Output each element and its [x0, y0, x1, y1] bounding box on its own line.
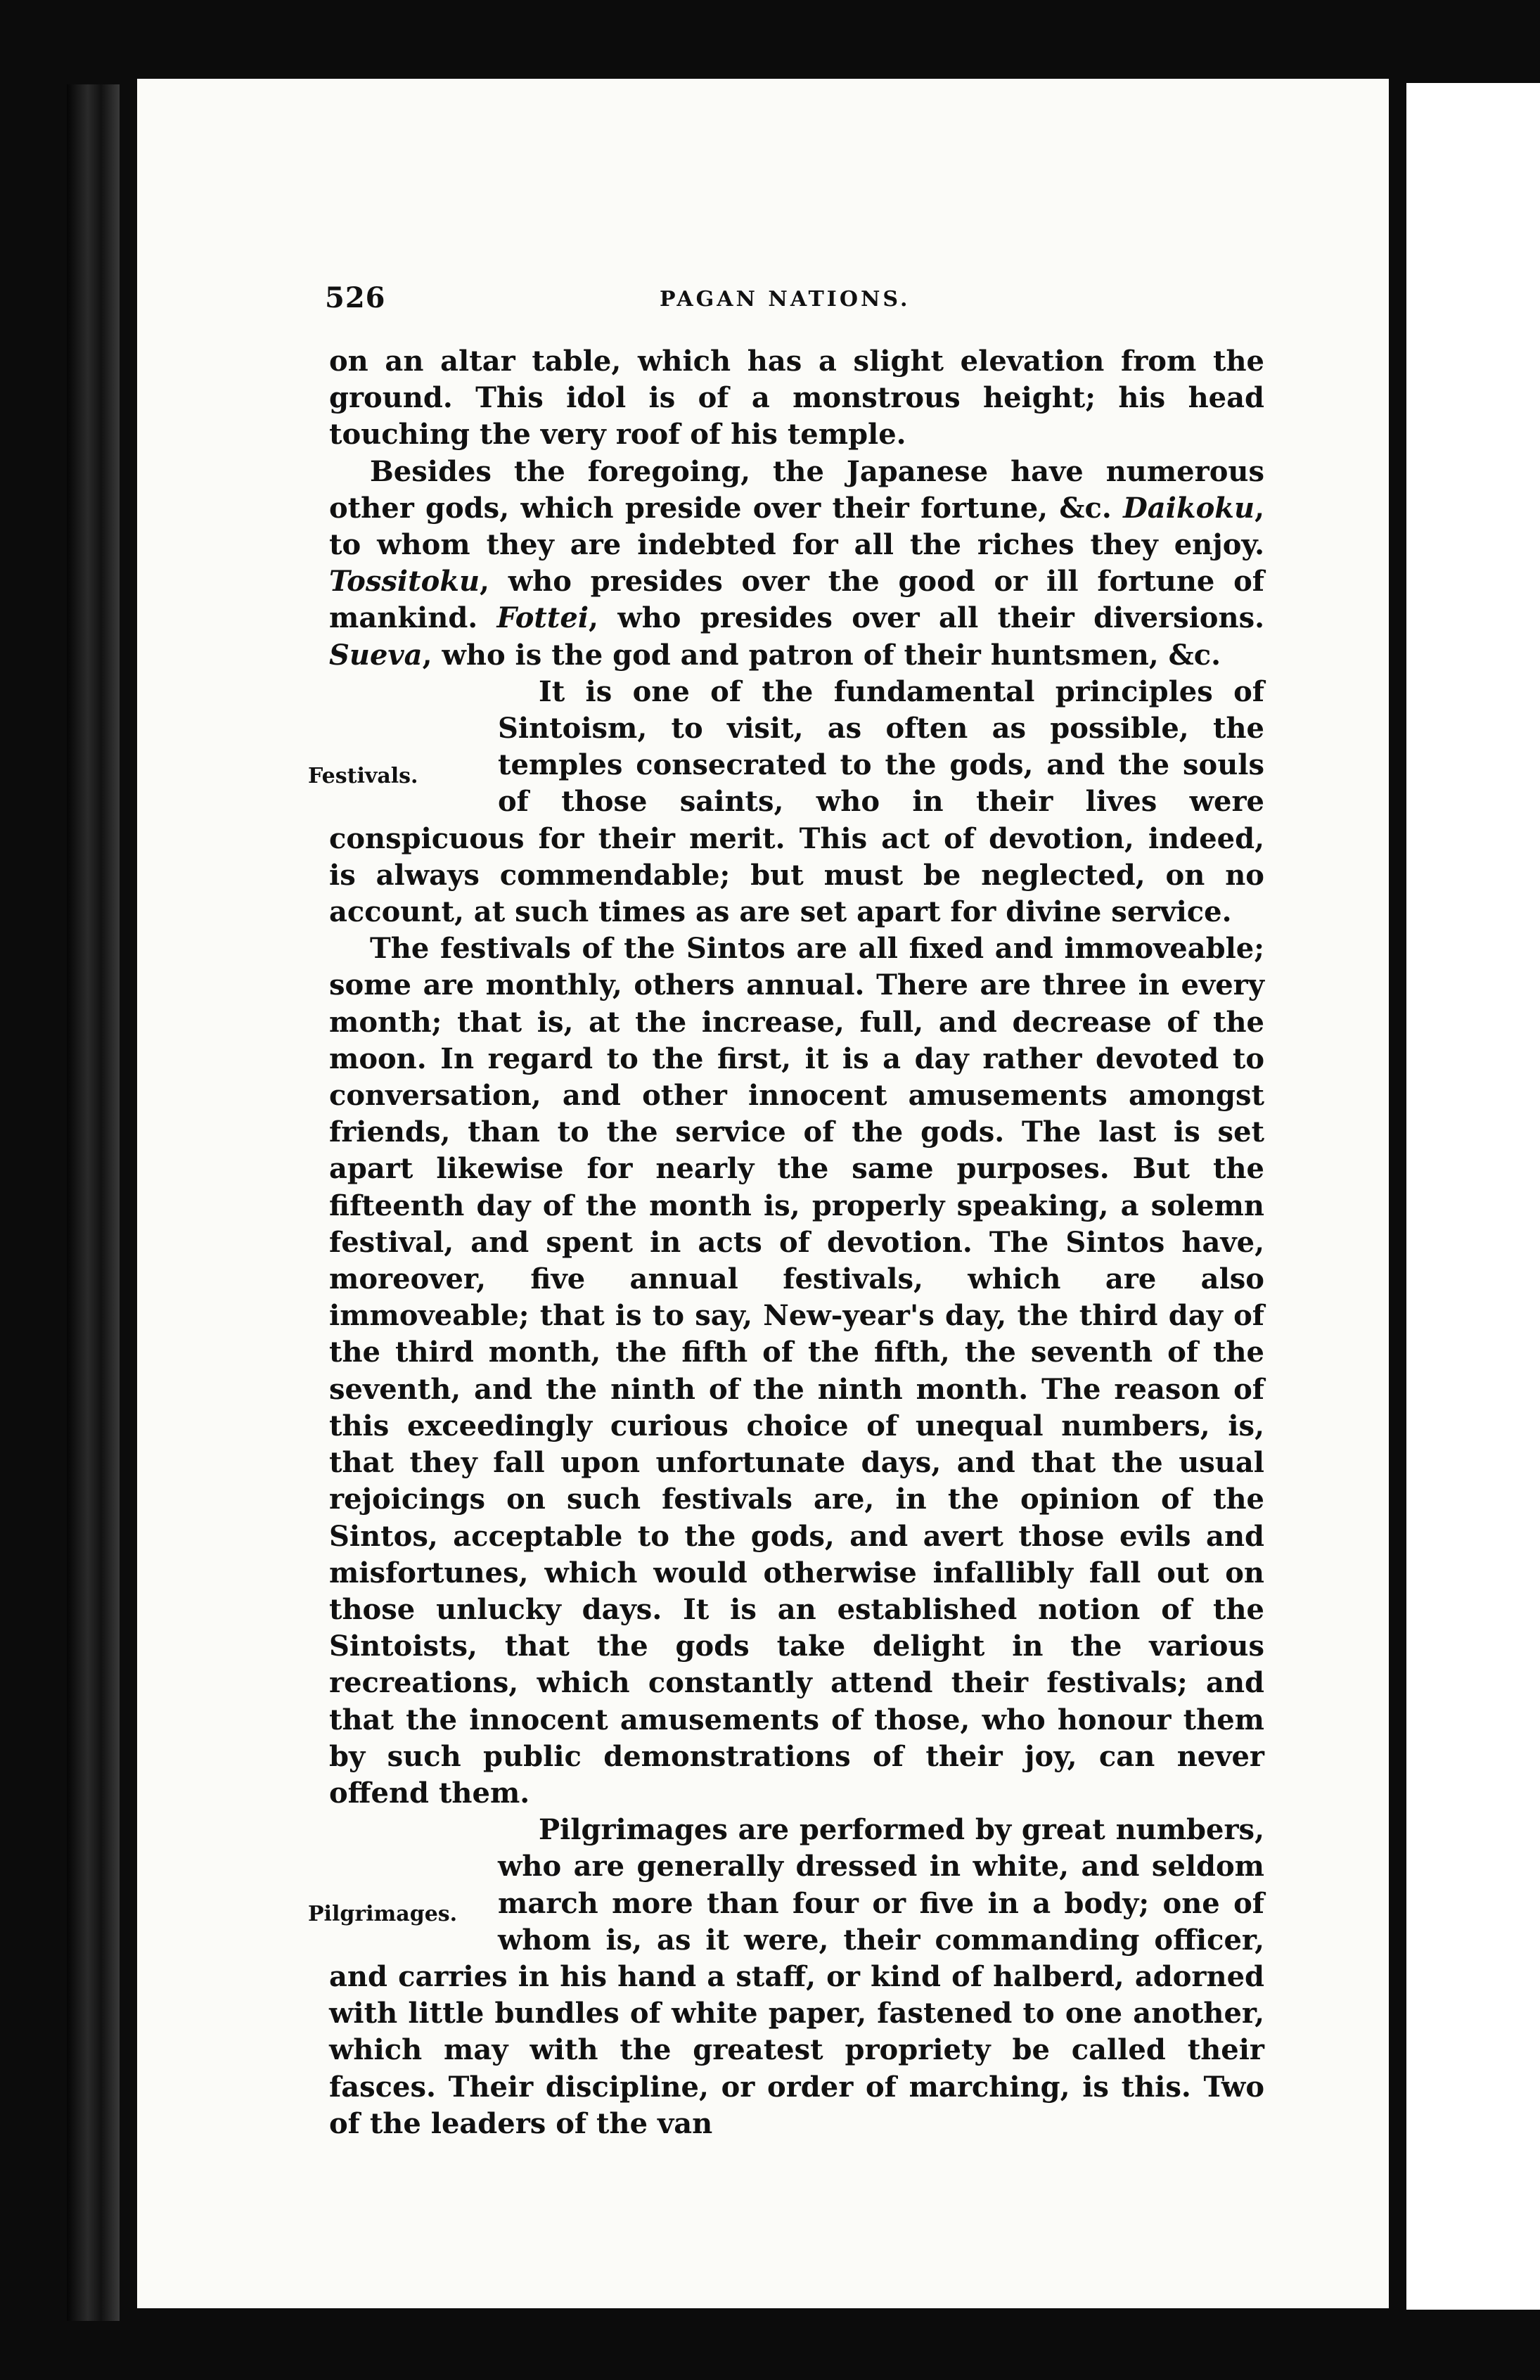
- paragraph-2: [329, 454, 1264, 674]
- paragraph-2-text: , who is the god and patron of their huntsmen, &c.: [422, 638, 1221, 672]
- running-title: PAGAN NATIONS.: [660, 287, 911, 312]
- god-name-daikoku: Daikoku: [1123, 491, 1255, 525]
- paragraph-2-text: , who presides over all their diversions.: [589, 601, 1265, 635]
- book-binding-edge: [67, 84, 120, 2321]
- god-name-tossitoku: Tossitoku: [329, 565, 480, 599]
- page-text-block: [308, 281, 1265, 2142]
- page-gutter: [1389, 79, 1406, 2312]
- sidenote-festivals: Festivals.: [308, 763, 418, 788]
- paragraph-2-text: , who presides over the good or ill fortune of mankind.: [329, 565, 1264, 635]
- page-header: [325, 281, 1264, 324]
- paragraph-1: on an altar table, which has a slight elevation from the ground. This idol is of a monstrous height; his head touching the very roof of his temple.: [329, 345, 1264, 452]
- god-name-fottei: Fottei: [496, 601, 589, 635]
- paragraph-3: [308, 674, 1264, 930]
- sidenote-pilgrimages: Pilgrimages.: [308, 1902, 458, 1927]
- paragraph-2-text: Besides the foregoing, the Japanese have numerous other gods, which preside over their fortune, &c.: [329, 454, 1264, 525]
- paragraph-3-text: It is one of the fundamental principles of Sintoism, to visit, as often as possible, the temples consecrated to the gods, and the souls of those saints, who in their lives were conspicuous for their merit. This act of devotion, indeed, is always commendable; but must be neglected, on no account, at such times as are set apart for divine service.: [329, 674, 1264, 929]
- page-body: [308, 343, 1265, 2142]
- page-number: 526: [325, 281, 386, 314]
- paragraph-5: [308, 1812, 1264, 2142]
- paragraph-2-text: , to whom they are indebted for all the riches they enjoy.: [329, 491, 1264, 562]
- paragraph-4: The festivals of the Sintos are all fixed and immoveable; some are monthly, others annual. There are three in every month; that is, at the increase, full, and decrease of the moon. In regard to the first, it is a day rather devoted to conversation, and other innocent amusements amongst friends, than to the service of the gods. The last is set apart likewise for nearly the same purposes. But the fifteenth day of the month is, properly speaking, a solemn festival, and spent in acts of devotion. The Sintos have, moreover, five annual festivals, which are also immoveable; that is to say, New-year's day, the third day of the third month, the fifth of the fifth, the seventh of the seventh, and the ninth of the ninth month. The reason of this exceedingly curious choice of unequal numbers, is, that they fall upon unfortunate days, and that the usual rejoicings on such festivals are, in the opinion of the Sintos, acceptable to the gods, and avert those evils and misfortunes, which would otherwise infallibly fall out on those unlucky days. It is an established notion of the Sintoists, that the gods take delight in the various recreations, which constantly attend their festivals; and that the innocent amusements of those, who honour them by such public demonstrations of their joy, can never offend them.: [329, 932, 1264, 1810]
- facing-page-edge: [1406, 83, 1540, 2310]
- paragraph-5-text: Pilgrimages are performed by great numbers, who are generally dressed in white, and seldom march more than four or five in a body; one of whom is, as it were, their commanding officer, and carries in his hand a staff, or kind of halberd, adorned with little bundles of white paper, fastened to one another, which may with the greatest propriety be called their fasces. Their discipline, or order of marching, is this. Two of the leaders of the van: [329, 1813, 1264, 2140]
- god-name-sueva: Sueva: [329, 638, 423, 672]
